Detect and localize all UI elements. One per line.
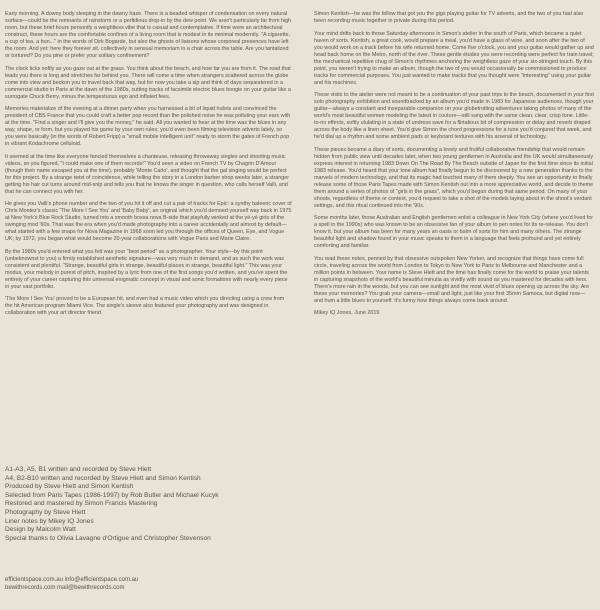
credit-line: A1-A3, A5, B1 written and recorded by Steve Hiett	[5, 466, 152, 473]
credit-line: Produced by Steve Hiett and Simon Kentish	[5, 483, 134, 491]
liner-notes-left-column	[5, 11, 292, 323]
contact-links	[5, 577, 305, 592]
paragraph: Some months later, those Australian and English gentlemen enlist a colleague in New York City (where you'd lived for a spell in the 1990s) who was known to be an obsessive fan of your album to pen notes for its re-release. You don't know it, but your album has been for many years an oasis or balm of sorts for him and many others. The strange beautiful light and shadow found in your music speaks to them in a language that feels profound and yet entirely comforting and familiar.	[314, 215, 594, 249]
paragraph: It seemed at the time like everyone fancied themselves a chanteuse, releasing throwaway singles and shooting music videos, so you figured, "I could make one of them records!" You'd seen a video on French TV by Chagrin D'Amour (though their name escaped you at the time), probably 'Monte Carlo', and thought that the gal singing would be perfect for this project. By a strange twist of coincidence, while telling the story in a London barber shop weeks later, a stranger getting his hair cut turns around mid-snip and tells you that he knows the singer in question, who calls herself Valli, and that he can connect you with her.	[5, 153, 290, 195]
credit-line: Design by Malcolm Watt	[5, 526, 76, 534]
paragraph: Simon Kentish—he was the fellow that got you the gigs playing guitar for TV adverts, and the two of you had also been recording music together in private during this period.	[314, 11, 584, 24]
label-website-link[interactable]: efficientspace.com.au info@efficientspace.com.au	[5, 577, 139, 583]
distributor-website-link[interactable]: bewithrecords.com mail@bewithrecords.com	[5, 584, 125, 591]
credit-line: Photography by Steve Hiett	[5, 508, 86, 516]
paragraph: These visits to the atelier were not meant to be a continuation of your past trips to the beach, documented in your first solo photography exhibition and soundtracked by an album you'd made in 1983 for Japanese audiences, though your guitar—always a constant and inseparable companion on your globetrotting adventures taking photos of many of the world's most beautiful women modeling the latest in couture—still sang with the same clean, clear, crisp tone. Little-to-no effects, softly ululating in a state of undress save for a flirtatious bit of compression or delay and reverb draped across the body like a linen sheet. You'd give Simon the chord progressions for a tune you'd conjured that week, and he'd dial up a rhythm and some ambient pads or keyboard textures with his arsenal of technology.	[314, 92, 594, 140]
liner-notes-right-column	[314, 11, 594, 323]
paragraph: You read these notes, penned by that obsessive outspoken New Yorker, and recognize that things have come full circle, traveling across the world from London to Tokyo to New York to Paris to Melbourne and Manchester and a million points in between. Your name is Steve Hiett and the time has finally come for the world to praise your talents in capturing snapshots of the world's beautiful minutia as vividly with sound as you mastered for decades with lens. There's more rain in the woods, but you can see sunlight and the most vivid of blues opening up across the sky. Are these your memories? You grab your camera—small and light, just like your first 35mm Samoca, but digital now—and hum a little blues to yourself. It's funny how things always come back around.	[314, 255, 590, 304]
paragraph: Your mind drifts back to those Saturday afternoons in Simon's atelier in the south of Paris, which became a quiet haven of sorts. Kentish, a great cook, would prepare a meal, you'd have a glass of wine, and soon after the two of you would work on a track before his wife returned home. Come five o'clock, you and your guitar would gather up and head back home on the Metro, north of the river. These gentle études you were recording were perfect for train travel; the mechanical repetitive chug of Simon's rhythmes anchoring the weightless gaze of your six-stringed touch. By this point, you weren't trying to make an album, though the two of you would occasionally be commissioned to produce tracks for commercial purposes. You just wanted to make tracks that you thought were "interesting" using your guitar and his machines.	[314, 30, 594, 86]
paragraph: By the 1980s you'd entered what you felt was your "best period" as a photographer. Your style—by this point (unbeknownst to you) a firmly established aesthetic signature—was very much in demand, and as such the work was consistent and plentiful. "Strange, beautiful girls in strange, beautiful places in strange, beautiful light." This was your modus, your melody in purest of pitch, inspired by a lyric from one of the first songs you'd written, and you've spent the entirety of your career capturing this universal enigmatic concept in visual and sonic formations with nearly every piece in your vast portfolio.	[5, 248, 288, 290]
credit-line: Special thanks to Olivia Lavagne d'Ortigue and Christopher Stevenson	[5, 534, 211, 542]
paragraph: 'The More I See You' proved to be a European hit, and even had a music video which you directing using a crew from the hit American program Miami Vice. The single's sleeve also featured your photography and was designed in collaboration with your art director friend	[5, 296, 285, 316]
credit-line: A4, B2-B10 written and recorded by Steve Hiett and Simon Kentish	[5, 474, 201, 482]
paragraph: Early morning. A downy body sleeping in the dawny haze. There is a beaded whisper of condensation on every natural surface—could be the remnants of rainstorm or a perfidious drop-in by the dew point. We aren't particularly far from high noon, but these brief hours personify a weightless vibe that is casual and contemplative. If time were an architectural construct, these hours are the comfortable confines of a living room that is modest in its minimal modernity. "A cigarette, a cup of tea, a bun..." in the words of Dirk Bogarde, but also the ghosts of liaisons whose corporeal presences have left the room. And yet: here they forever sit, collectively in sensual memoriam in a chair across the table. Are you tantalized or tortured? Do you pine or prefer your solitary confinement?	[5, 11, 292, 59]
paragraph: Memories materialize of the evening at a dinner party when you harnessed a bit of liquid hubris and convinced the president of CBS France that you could craft a better pop record than the polished noise he was polluting your ears with at the time. "Find a singer and I'll give you the money," he said. All you wanted to hear at the time was the blues in any way, shape, or form, but you played his game by your own rules; you'd even been filming television adverts lately, so you were basically (in the words of Robert Fripp) a "small mobile intelligent unit" ready to storm the gates of French pop in vibrant Kodachrome celluloid.	[5, 106, 291, 147]
credit-line: Liner notes by Mikey IQ Jones	[5, 517, 94, 525]
paragraph: The clock ticks softly as you gaze out at the grass. You think about the beach, and how far you are from it. The road that leads you there is long and stretches far behind you. There will come a time when strangers scattered across the globe come into view and beckon you to travel back that way, but for now you take a sip and think of days sequestered in a commercial studio in Paris at the dawn of the 1980s, cutting tracks of facsimile electric blues boogie on your guitar like a surrogate Chuck Berry, minus the tempestuous ego and inflated fees.	[5, 65, 291, 100]
credits-block	[5, 466, 305, 543]
paragraph: He gives you Valli's phone number and the two of you hit it off and cut a pair of tracks for Epic: a synthy baleeric cover of Chris Montez's classic 'The More I See You' and 'Baby Baby', an original which you'd demoed yourself way back in 1975 at New York's Blue Rock Studio, turned into a smooth bossa nova B-side that playfully winked at the yé-yé girls of the swinging mod '60s. That was the era when you'd made photography into a career accidentally and almost by default—what started with a few snaps for Nova Magazine in 1968 soon led you through the offices of Queen, Eye, and Vogue UK; by 1972, you began what would become 20-year collaborations with Vogue Paris and Marie Claire.	[5, 201, 292, 242]
author-signature: Mikey IQ Jones, June 2019	[314, 310, 380, 316]
credit-line: Selected from Paris Tapes (1986-1997) by Rob Butler and Michael Kucyk	[5, 491, 219, 499]
credit-line: Restored and mastered by Simon Francis Mastering	[5, 500, 158, 508]
paragraph: These pieces became a diary of sorts, documenting a lovely and fruitful collaborative friendship that would remain hidden from public view until decades later, when two young gentlemen in Australia and the UK would simultaneously express interest in returning 1983 Down On The Road By The Beach outside of Japan for the first time since its initial 1983 release. You'd heard that your lone album had finally begun to be discovered by a new generation thanks to the marvels of modern technology, and that its magic had touched many of them deeply. You see an opportunity to finally release some of those Paris Tapes made with Simon Kentish out into a more appreciative world, and decide to theme them around a series of photos of "girls in the grass", which you'd begun during that same period. On many of your shoots, regardless of theme or context, you'd request to take a shot of the models laying about in the shoot's verdant settings, and this ritual continued into the '90s.	[314, 146, 594, 209]
